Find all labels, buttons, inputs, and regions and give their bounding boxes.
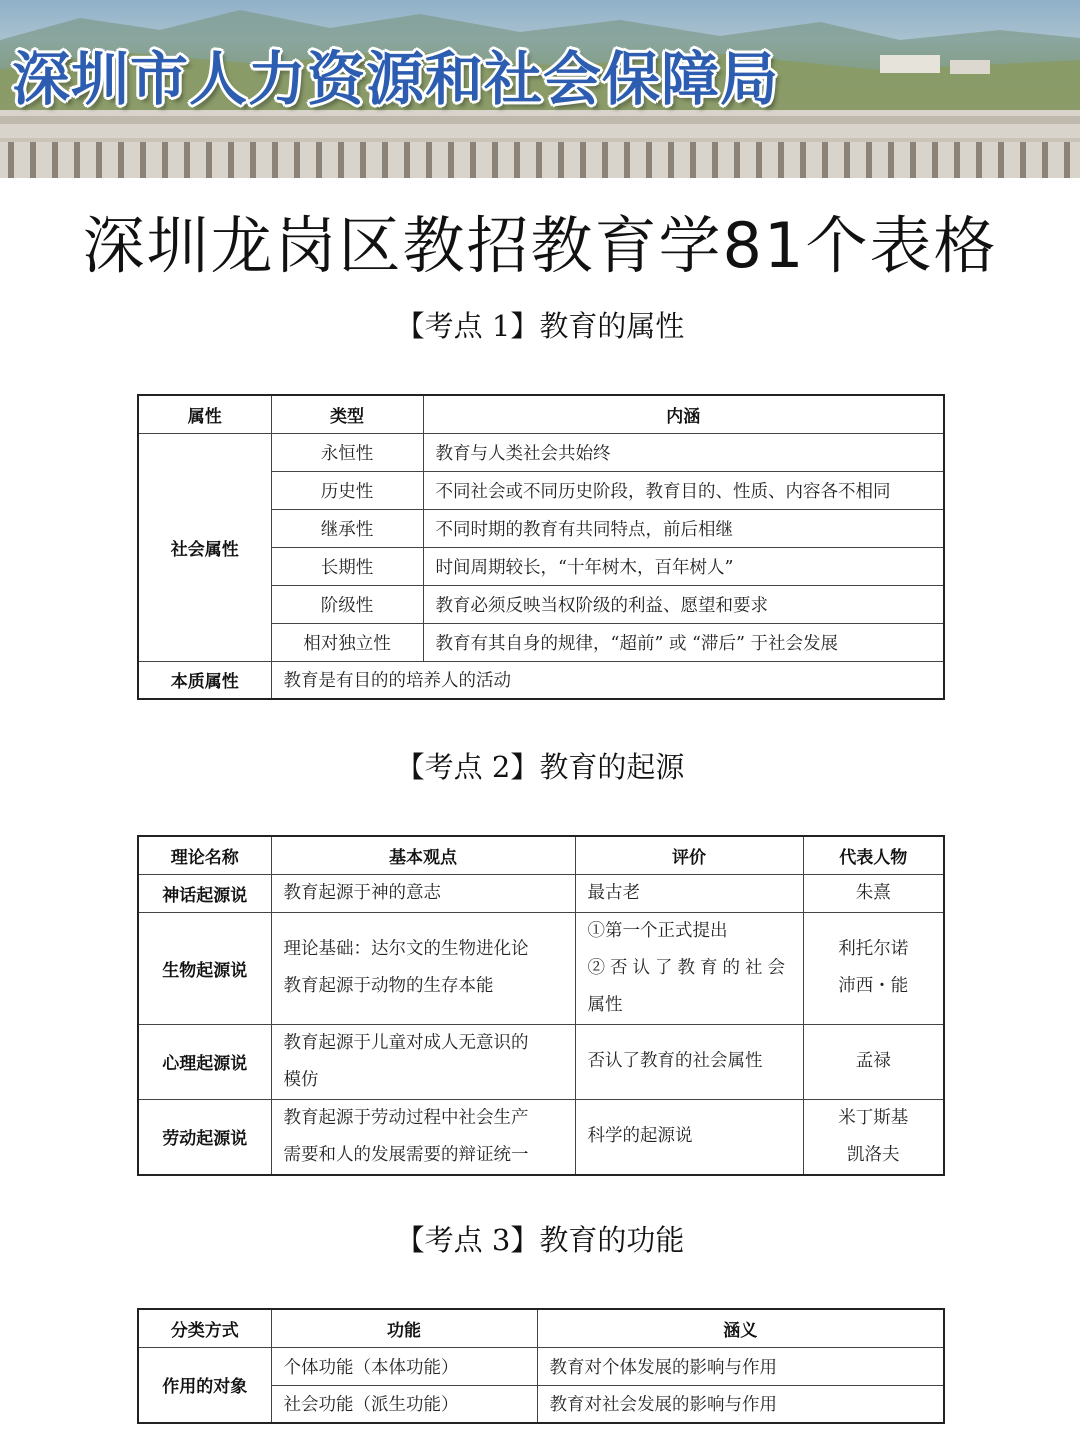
column-header: 评价 (575, 836, 803, 874)
text-line: 否认了教育的社会属性 (587, 1051, 763, 1071)
evaluation (575, 1024, 803, 1099)
table-row (138, 661, 944, 699)
table-row (138, 1024, 944, 1099)
attribute-meaning: 教育与人类社会共始终 (423, 433, 944, 471)
column-header: 涵义 (537, 1309, 944, 1347)
representative (803, 1099, 944, 1175)
text-line: 教育起源于儿童对成人无意识的 (283, 1032, 529, 1053)
table-header-row (138, 836, 944, 874)
column-header: 属性 (138, 395, 271, 433)
text-line: 教育起源于动物的生存本能 (283, 976, 494, 996)
text-line: 模仿 (283, 1069, 319, 1090)
text-line: 沛西・能 (838, 976, 909, 996)
section-title-suffix: 】教育的起源 (510, 750, 685, 784)
attribute-type: 相对独立性 (271, 623, 423, 661)
text-line: 属性 (587, 994, 623, 1015)
text-line: 朱熹 (855, 882, 891, 903)
text-line: 凯洛夫 (847, 1144, 900, 1165)
text-line: ②否认了教育的社会 (587, 957, 790, 978)
attribute-meaning: 不同社会或不同历史阶段，教育目的、性质、内容各不相同 (423, 471, 944, 509)
education-origin-table (137, 835, 945, 1176)
building-railing-image (0, 110, 1080, 178)
basic-view (271, 1024, 575, 1099)
column-header: 功能 (271, 1309, 537, 1347)
page-title: 深圳龙岗区教招教育学81个表格 (82, 209, 998, 282)
text-line: 米丁斯基 (838, 1107, 909, 1128)
table-row (138, 874, 944, 912)
text-line: 理论基础：达尔文的生物进化论 (283, 939, 529, 959)
section-title-prefix: 【考点 (395, 750, 483, 784)
text-line: 教育起源于劳动过程中社会生产 (283, 1107, 529, 1128)
section-title-prefix: 【考点 (395, 309, 483, 343)
text-line: 孟禄 (855, 1051, 891, 1071)
function-meaning: 教育对社会发展的影响与作用 (537, 1385, 944, 1423)
evaluation (575, 874, 803, 912)
education-attributes-table (137, 394, 945, 700)
text-line: 教育起源于神的意志 (283, 882, 441, 903)
section-title-3 (0, 1218, 1080, 1262)
attribute-type: 继承性 (271, 509, 423, 547)
section-title-2 (0, 745, 1080, 789)
attribute-meaning: 时间周期较长，“十年树木，百年树人” (423, 547, 944, 585)
section-title-1 (0, 304, 1080, 348)
column-header: 分类方式 (138, 1309, 271, 1347)
attribute-meaning: 教育有其自身的规律，“超前” 或 “滞后” 于社会发展 (423, 623, 944, 661)
header-banner (0, 0, 1080, 178)
function-name: 个体功能（本体功能） (271, 1347, 537, 1385)
section-title-suffix: 】教育的属性 (510, 309, 685, 343)
attribute-meaning: 教育必须反映当权阶级的利益、愿望和要求 (423, 585, 944, 623)
text-line: 需要和人的发展需要的辩证统一 (283, 1144, 529, 1165)
banner-title: 深圳市人力资源和社会保障局 (12, 45, 780, 113)
text-line: 最古老 (587, 882, 640, 903)
attribute-type: 阶级性 (271, 585, 423, 623)
theory-name: 心理起源说 (138, 1024, 271, 1099)
section-number: 3 (491, 1223, 511, 1257)
function-meaning: 教育对个体发展的影响与作用 (537, 1347, 944, 1385)
attribute-type: 长期性 (271, 547, 423, 585)
column-header: 理论名称 (138, 836, 271, 874)
evaluation (575, 912, 803, 1024)
table-row (138, 1347, 944, 1385)
representative (803, 874, 944, 912)
basic-view (271, 874, 575, 912)
table-header-row (138, 1309, 944, 1347)
basic-view (271, 912, 575, 1024)
table-row (138, 433, 944, 471)
attribute-type: 历史性 (271, 471, 423, 509)
evaluation (575, 1099, 803, 1175)
attribute-meaning: 不同时期的教育有共同特点，前后相继 (423, 509, 944, 547)
table-header-row (138, 395, 944, 433)
representative (803, 1024, 944, 1099)
table-row (138, 912, 944, 1024)
section-number: 1 (491, 309, 511, 343)
text-line: 科学的起源说 (587, 1126, 693, 1146)
column-header: 基本观点 (271, 836, 575, 874)
representative (803, 912, 944, 1024)
theory-name: 神话起源说 (138, 874, 271, 912)
theory-name: 生物起源说 (138, 912, 271, 1024)
column-header: 内涵 (423, 395, 944, 433)
attribute-type: 永恒性 (271, 433, 423, 471)
section-title-suffix: 】教育的功能 (510, 1223, 685, 1257)
column-header: 类型 (271, 395, 423, 433)
text-line: ①第一个正式提出 (587, 920, 728, 941)
group-label: 社会属性 (138, 433, 271, 661)
group-label: 作用的对象 (138, 1347, 271, 1423)
text-line: 利托尔诺 (838, 939, 909, 959)
section-title-prefix: 【考点 (395, 1223, 483, 1257)
function-name: 社会功能（派生功能） (271, 1385, 537, 1423)
education-function-table (137, 1308, 945, 1424)
column-header: 代表人物 (803, 836, 944, 874)
section-number: 2 (491, 750, 511, 784)
basic-view (271, 1099, 575, 1175)
table-row (138, 1099, 944, 1175)
attribute-meaning: 教育是有目的的培养人的活动 (271, 661, 944, 699)
group-label: 本质属性 (138, 661, 271, 699)
theory-name: 劳动起源说 (138, 1099, 271, 1175)
